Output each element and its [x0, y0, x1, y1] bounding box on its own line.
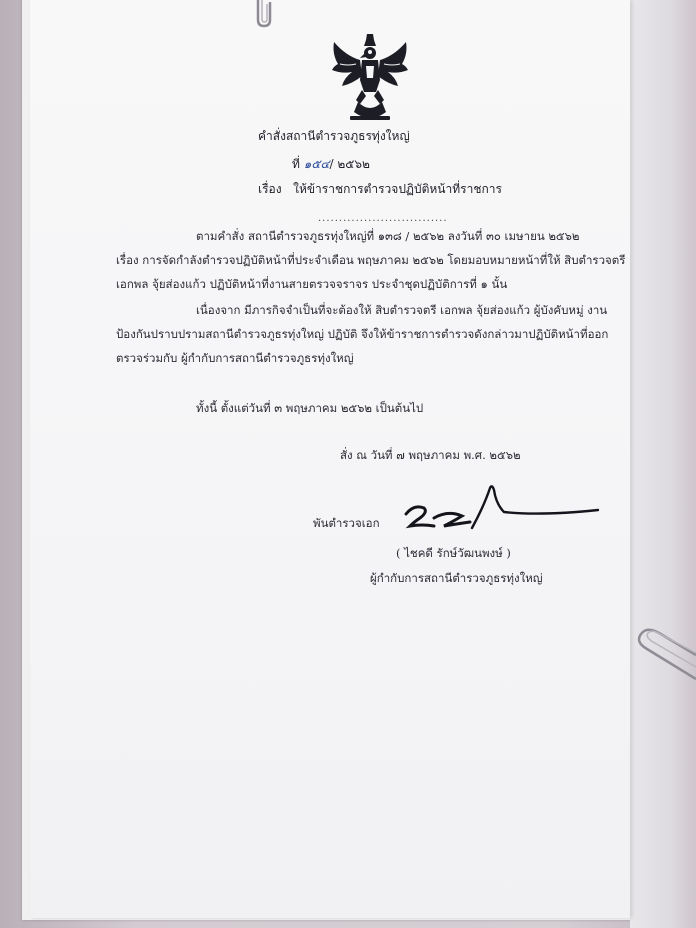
- paperclip-icon: [252, 0, 282, 30]
- subject-label: เรื่อง: [258, 182, 282, 196]
- signer-name: ( ไชคดี รักษ์วัฒนพงษ์ ): [396, 546, 511, 560]
- signature-mark: [400, 482, 605, 537]
- signer-rank: พันตำรวจเอก: [313, 516, 380, 530]
- ordered-date-line: สั่ง ณ วันที่ ๗ พฤษภาคม พ.ศ. ๒๕๖๒: [340, 448, 521, 462]
- effective-date-line: ทั้งนี้ ตั้งแต่วันที่ ๓ พฤษภาคม ๒๕๖๒ เป็นต้นไป: [196, 401, 424, 415]
- order-number: ๑๕๔: [303, 157, 330, 171]
- paperclip-icon: [633, 625, 696, 685]
- paragraph-1-line-1: ตามคำสั่ง สถานีตำรวจภูธรทุ่งใหญ่ที่ ๑๓๘ / ๒๕๖๒ ลงวันที่ ๓๐ เมษายน ๒๕๖๒: [196, 229, 580, 243]
- divider: ...............................: [318, 213, 448, 224]
- subject-line: [258, 183, 502, 195]
- order-number-line: [292, 158, 370, 170]
- paragraph-2-line-3: ตรวจร่วมกับ ผู้กำกับการสถานีตำรวจภูธรทุ่งใหญ่: [116, 351, 354, 365]
- paragraph-1-line-2: เรื่อง การจัดกำลังตำรวจปฏิบัติหน้าที่ประจำเดือน พฤษภาคม ๒๕๖๒ โดยมอบหมายหน้าที่ให้ สิบตำรวจตรี: [116, 253, 626, 267]
- shadow-strip: [630, 0, 696, 928]
- paragraph-2-line-2: ป้องกันปราบปรามสถานีตำรวจภูธรทุ่งใหญ่ ปฏิบัติ จึงให้ข้าราชการตำรวจดังกล่าวมาปฏิบัติหน้าที่ออก: [116, 327, 609, 341]
- subject-text: ให้ข้าราชการตำรวจปฏิบัติหน้าที่ราชการ: [293, 182, 502, 196]
- paragraph-1-line-3: เอกพล จุ้ยส่องแก้ว ปฏิบัติหน้าที่งานสายตรวจจราจร ประจำชุดปฏิบัติการที่ ๑ นั้น: [116, 277, 508, 291]
- order-prefix: ที่: [292, 157, 300, 171]
- order-year: / ๒๕๖๒: [329, 157, 370, 171]
- signer-position: ผู้กำกับการสถานีตำรวจภูธรทุ่งใหญ่: [370, 571, 543, 585]
- garuda-emblem-icon: [330, 34, 410, 122]
- paragraph-2-line-1: เนื่องจาก มีภารกิจจำเป็นที่จะต้องให้ สิบตำรวจตรี เอกพล จุ้ยส่องแก้ว ผู้บังคับหมู่ งาน: [196, 303, 608, 317]
- document-title: คำสั่งสถานีตำรวจภูธรทุ่งใหญ่: [258, 129, 410, 143]
